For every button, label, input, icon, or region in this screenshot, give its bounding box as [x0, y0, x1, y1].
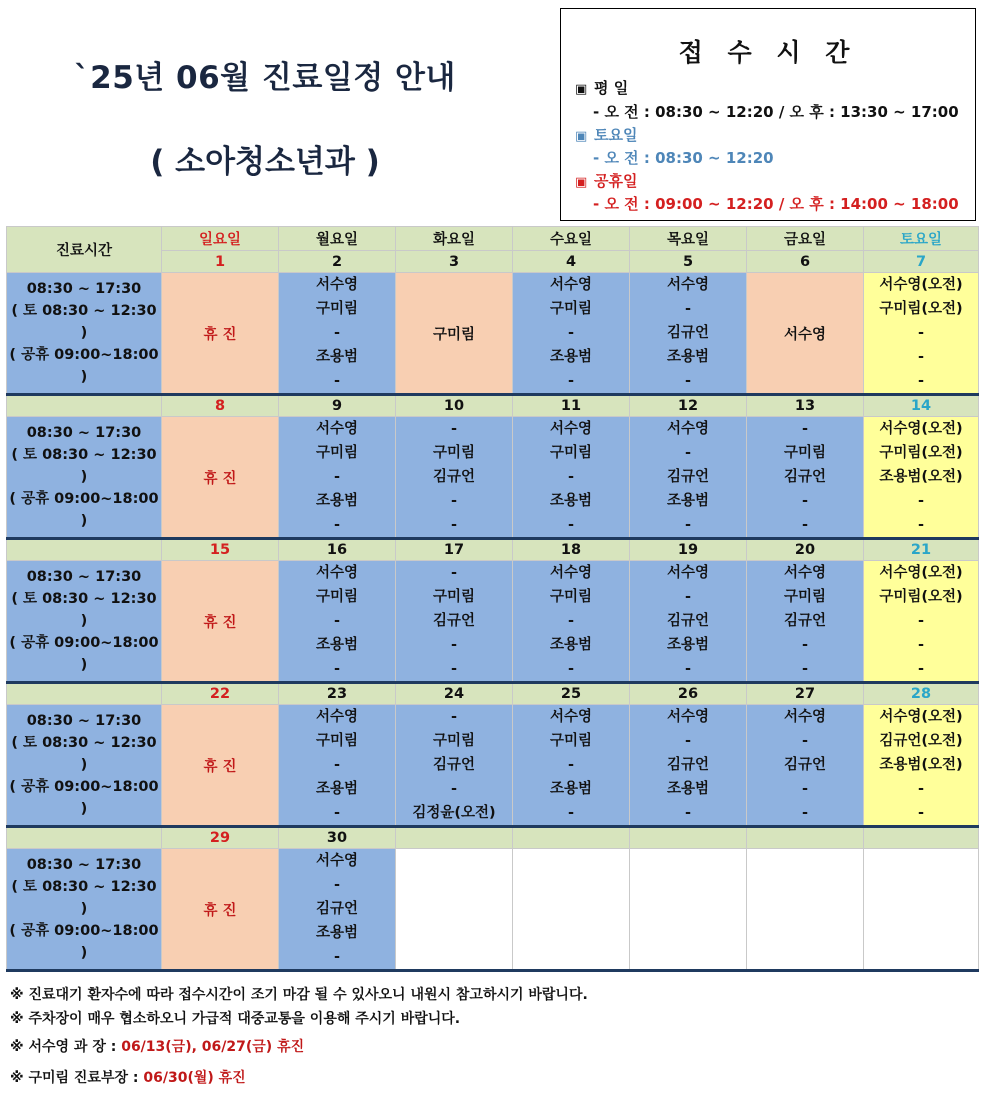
- reception-hours-box: [560, 8, 976, 221]
- date-cell: 14: [864, 395, 979, 417]
- doctor-cell: - 구미림 김규언 - -: [396, 417, 513, 539]
- doctor-cell: 서수영 구미림 - 조용범 -: [513, 561, 630, 683]
- date-cell: 27: [747, 683, 864, 705]
- clinic-hours-cell: 08:30 ~ 17:30 ( 토 08:30 ~ 12:30 ) ( 공휴 09:00~18:00 ): [7, 273, 162, 395]
- date-spacer: [7, 539, 162, 561]
- date-spacer: [7, 683, 162, 705]
- page-subtitle: ( 소아청소년과 ): [150, 144, 380, 180]
- closed-cell: 휴 진: [162, 849, 279, 971]
- schedule-row: [7, 273, 979, 395]
- date-cell: 18: [513, 539, 630, 561]
- date-row: [7, 827, 979, 849]
- date-cell: [747, 827, 864, 849]
- date-cell: [513, 827, 630, 849]
- date-spacer: [7, 395, 162, 417]
- schedule-row: [7, 705, 979, 827]
- date-row: [7, 395, 979, 417]
- doctor-cell: 서수영 구미림 - 조용범 -: [279, 705, 396, 827]
- clinic-hours-cell: 08:30 ~ 17:30 ( 토 08:30 ~ 12:30 ) ( 공휴 09:00~18:00 ): [7, 561, 162, 683]
- header-monday: 월요일: [279, 227, 396, 251]
- empty-cell: [513, 849, 630, 971]
- date-cell: 10: [396, 395, 513, 417]
- date-cell: 7: [864, 251, 979, 273]
- date-cell: 5: [630, 251, 747, 273]
- schedule-table: [6, 226, 979, 972]
- holiday-time: - 오 전 : 09:00 ~ 12:20 / 오 후 : 14:00 ~ 18:00: [593, 195, 959, 213]
- doctor-cell: 서수영 - 김규언 조용범 -: [630, 561, 747, 683]
- schedule-row: [7, 849, 979, 971]
- date-cell: 8: [162, 395, 279, 417]
- closed-cell: 휴 진: [162, 561, 279, 683]
- square-bullet-icon: ▣: [575, 175, 588, 190]
- square-bullet-icon: ▣: [575, 82, 588, 97]
- doctor-cell: 서수영(오전) 구미림(오전) - - -: [864, 561, 979, 683]
- doctor-cell: 서수영: [747, 273, 864, 395]
- doctor-cell: 서수영 - 김규언 - -: [747, 705, 864, 827]
- note-waiting: ※ 진료대기 환자수에 따라 접수시간이 조기 마감 될 수 있사오니 내원시 참고하시기 바랍니다.: [10, 987, 588, 1003]
- empty-cell: [747, 849, 864, 971]
- date-cell: 25: [513, 683, 630, 705]
- doctor-cell: 구미림: [396, 273, 513, 395]
- doctor-cell: 서수영 구미림 김규언 - -: [747, 561, 864, 683]
- saturday-label: ▣ 토요일: [575, 126, 638, 144]
- closed-cell: 휴 진: [162, 417, 279, 539]
- date-cell: 11: [513, 395, 630, 417]
- date-cell: 22: [162, 683, 279, 705]
- page-title: `25년 06월 진료일정 안내: [74, 60, 456, 96]
- doctor-cell: 서수영 구미림 - 조용범 -: [279, 561, 396, 683]
- doctor-cell: 서수영(오전) 구미림(오전) - - -: [864, 273, 979, 395]
- doctor-cell: 서수영(오전) 구미림(오전) 조용범(오전) - -: [864, 417, 979, 539]
- reception-hours-title: 접 수 시 간: [678, 38, 858, 67]
- date-cell: 3: [396, 251, 513, 273]
- date-row: [7, 683, 979, 705]
- doctor-cell: 서수영 - 김규언 조용범 -: [279, 849, 396, 971]
- date-cell: 20: [747, 539, 864, 561]
- date-cell: 13: [747, 395, 864, 417]
- note-doctor-seo: ※ 서수영 과 장 : 06/13(금), 06/27(금) 휴진: [10, 1039, 305, 1055]
- header-wednesday: 수요일: [513, 227, 630, 251]
- header-friday: 금요일: [747, 227, 864, 251]
- date-cell: [630, 827, 747, 849]
- date-cell: 1: [162, 251, 279, 273]
- empty-cell: [630, 849, 747, 971]
- schedule-row: [7, 417, 979, 539]
- date-cell: 24: [396, 683, 513, 705]
- date-spacer: [7, 827, 162, 849]
- holiday-label: ▣ 공휴일: [575, 172, 638, 190]
- doctor-cell: 서수영 - 김규언 조용범 -: [630, 705, 747, 827]
- doctor-cell: - 구미림 김규언 - 김정윤(오전): [396, 705, 513, 827]
- header-saturday: 토요일: [864, 227, 979, 251]
- doctor-cell: 서수영 - 김규언 조용범 -: [630, 273, 747, 395]
- saturday-time: - 오 전 : 08:30 ~ 12:20: [593, 149, 774, 167]
- date-cell: 12: [630, 395, 747, 417]
- date-cell: 15: [162, 539, 279, 561]
- weekday-time: - 오 전 : 08:30 ~ 12:20 / 오 후 : 13:30 ~ 17:00: [593, 103, 959, 121]
- date-cell: 9: [279, 395, 396, 417]
- date-cell: 6: [747, 251, 864, 273]
- header-tuesday: 화요일: [396, 227, 513, 251]
- note-parking: ※ 주차장이 매우 협소하오니 가급적 대중교통을 이용해 주시기 바랍니다.: [10, 1011, 461, 1027]
- date-row: [7, 539, 979, 561]
- date-cell: 30: [279, 827, 396, 849]
- date-cell: 28: [864, 683, 979, 705]
- date-cell: 23: [279, 683, 396, 705]
- header-time: 진료시간: [7, 227, 162, 273]
- doctor-cell: 서수영 구미림 - 조용범 -: [279, 417, 396, 539]
- square-bullet-icon: ▣: [575, 129, 588, 144]
- weekday-header-row: [7, 227, 979, 251]
- date-cell: [396, 827, 513, 849]
- date-cell: 16: [279, 539, 396, 561]
- clinic-hours-cell: 08:30 ~ 17:30 ( 토 08:30 ~ 12:30 ) ( 공휴 09:00~18:00 ): [7, 705, 162, 827]
- empty-cell: [864, 849, 979, 971]
- date-cell: 4: [513, 251, 630, 273]
- weekday-label: ▣ 평 일: [575, 79, 629, 97]
- header-sunday: 일요일: [162, 227, 279, 251]
- empty-cell: [396, 849, 513, 971]
- closed-cell: 휴 진: [162, 273, 279, 395]
- clinic-hours-cell: 08:30 ~ 17:30 ( 토 08:30 ~ 12:30 ) ( 공휴 09:00~18:00 ): [7, 417, 162, 539]
- date-cell: 26: [630, 683, 747, 705]
- schedule-row: [7, 561, 979, 683]
- doctor-cell: - 구미림 김규언 - -: [396, 561, 513, 683]
- date-cell: 29: [162, 827, 279, 849]
- note-doctor-gu: ※ 구미림 진료부장 : 06/30(월) 휴진: [10, 1070, 246, 1086]
- date-cell: 17: [396, 539, 513, 561]
- clinic-hours-cell: 08:30 ~ 17:30 ( 토 08:30 ~ 12:30 ) ( 공휴 09:00~18:00 ): [7, 849, 162, 971]
- date-cell: 19: [630, 539, 747, 561]
- doctor-cell: - 구미림 김규언 - -: [747, 417, 864, 539]
- doctor-cell: 서수영 구미림 - 조용범 -: [513, 417, 630, 539]
- doctor-cell: 서수영 구미림 - 조용범 -: [513, 705, 630, 827]
- date-cell: [864, 827, 979, 849]
- date-cell: 21: [864, 539, 979, 561]
- closed-cell: 휴 진: [162, 705, 279, 827]
- date-cell: 2: [279, 251, 396, 273]
- doctor-cell: 서수영 - 김규언 조용범 -: [630, 417, 747, 539]
- doctor-cell: 서수영(오전) 김규언(오전) 조용범(오전) - -: [864, 705, 979, 827]
- doctor-cell: 서수영 구미림 - 조용범 -: [513, 273, 630, 395]
- header-thursday: 목요일: [630, 227, 747, 251]
- doctor-cell: 서수영 구미림 - 조용범 -: [279, 273, 396, 395]
